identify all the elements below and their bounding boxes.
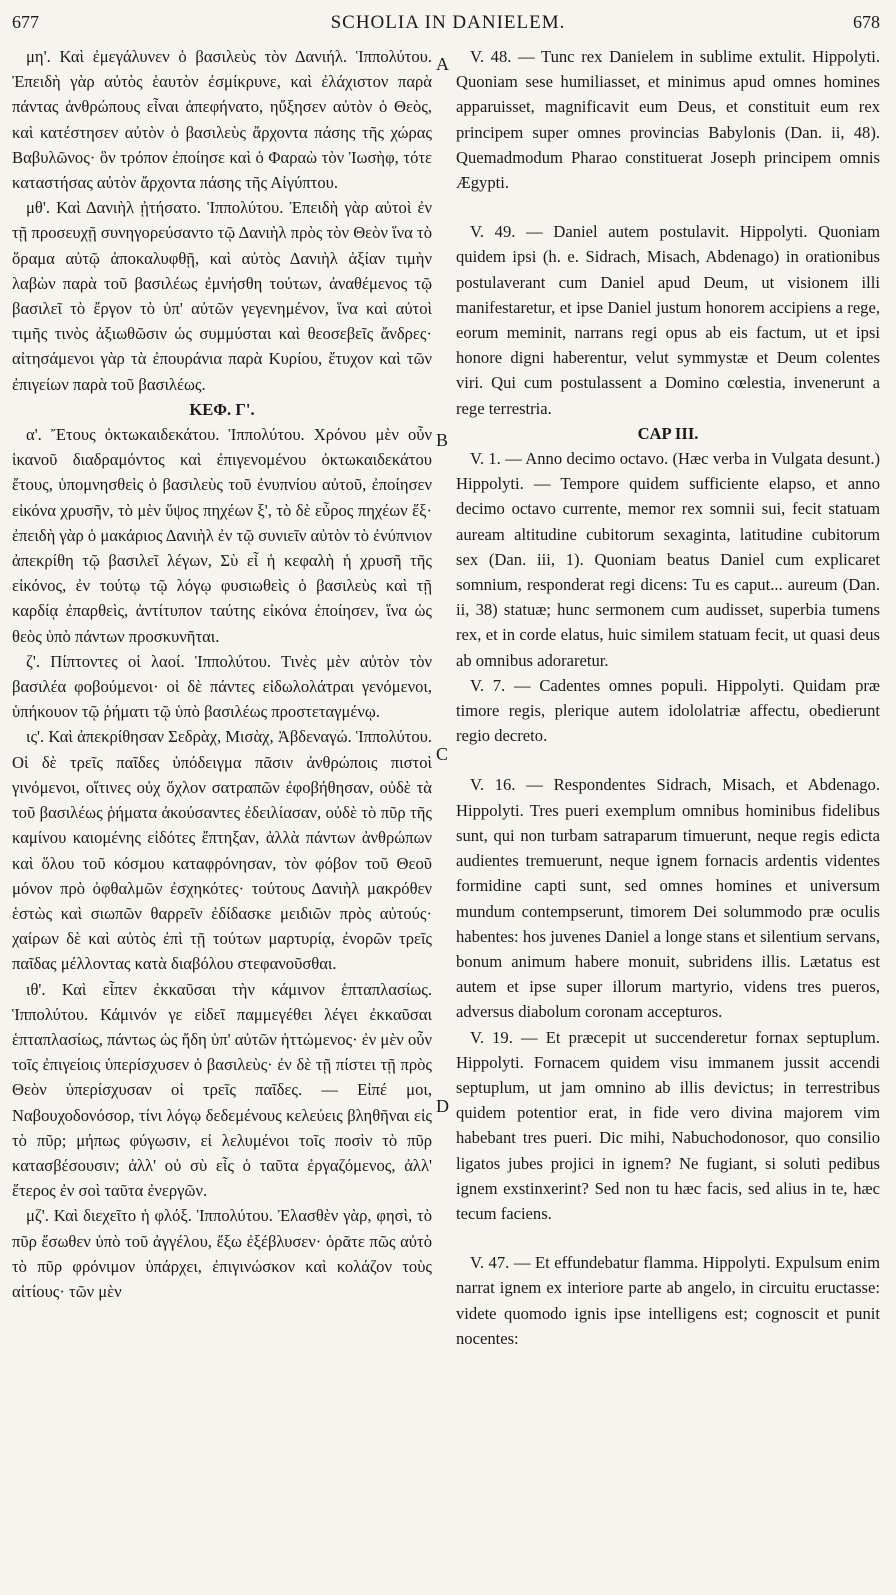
spacer [456, 1226, 880, 1250]
margin-marker-d: D [436, 1096, 449, 1116]
greek-column [12, 44, 432, 1304]
running-title: SCHOLIA IN DANIELEM. [330, 12, 566, 33]
greek-scholion-48: μη'. Καὶ ἐμεγάλυνεν ὁ βασιλεὺς τὸν Δανιήλ. Ἱππολύτου. Ἐπειδὴ γὰρ αὐτὸς ἑαυτὸν ἐσμίκρυνε, καὶ ἐλάχιστον παρὰ πάντας ἀνθρώπους εἶναι ἀπεφήνατο, ηὔξησεν αὐτὸν ὁ Θεὸς, καὶ κατέστησεν αὐτὸν ὁ βασιλεὺς ἄρχοντα πάσης τῆς χώρας Βαβυλῶνος· ὃν τρόπον ἐποίησε καὶ ὁ Φαραὼ τὸν Ἰωσὴφ, τότε καταστήσας αὐτὸν ἄρχοντα πάσης τῆς Αἰγύπτου. [12, 47, 432, 193]
greek-scholion-19: ιθ'. Καὶ εἶπεν ἐκκαῦσαι τὴν κάμινον ἑπταπλασίως. Ἱππολύτου. Κάμινόν γε εἰδεῖ παμμεγέθει λέγει ἐκκαῦσαι ἑπταπλασίως, πάντως ὡς ἤδη ὑπ' αὐτῶν ἡττώμενος· ἐν μὲν οὖν τοῖς ἐπιγείοις ὑπερίσχυσεν ὁ βασιλεὺς· ἐν δὲ τῇ πίστει τῇ πρὸς Θεὸν ὑπερίσχυσαν οἱ τρεῖς παῖδες. — Εἰπέ μοι, Ναβουχοδονόσορ, τίνι λόγῳ δεδεμένους κελεύεις βληθῆναι εἰς τὸ πῦρ; μήπως φύγωσιν, εἰ λελυμένοι τοῖς ποσὶν τὸ πῦρ κατασβέσουσιν; ἀλλ' οὐ σὺ εἶς ὁ ταῦτα ἐργαζόμενος, ἀλλ' ἕτερος ἐν σοὶ ταῦτα ἐνεργῶν. [12, 979, 432, 1201]
running-header [0, 10, 896, 36]
greek-scholion-49: μθ'. Καὶ Δανιὴλ ᾐτήσατο. Ἱππολύτου. Ἐπειδὴ γὰρ αὐτοὶ ἐν τῇ προσευχῇ συνηγορεύσαντο τῷ Δανιὴλ πρὸς τὸν Θεὸν ἵνα τὸ ὅραμα αὐτῷ ἀποκαλυφθῇ, καὶ αὐτὸς Δανιὴλ ἀξίαν τιμὴν λαβὼν παρὰ τοῦ βασιλέως ἐμνήσθη τούτων, ἀναθέμενος τῷ βασιλεῖ τὸ ἔργον τὸ ὑπ' αὐτῶν γεγενημένον, ἵνα καὶ αὐτοὶ τιμῆς τινὸς ἀξιωθῶσιν ὡς συμμύσται καὶ θεοσεβεῖς ἄνδρες· αἰτησάμενοι γὰρ τὰ ἐπουράνια παρὰ Κυρίου, ἔτυχον καὶ τῶν ἐπιγείων παρὰ τοῦ βασιλέως. [12, 198, 432, 394]
page-number-right: 678 [853, 12, 880, 32]
margin-marker-a: A [436, 54, 449, 74]
spacer [456, 748, 880, 772]
latin-scholion-1: V. 1. — Anno decimo octavo. (Hæc verba in Vulgata desunt.) Hippolyti. — Tempore quidem sufficiente elapso, et anno decimo octavo currente, memor rex somnii sui, fecit statuam auream altitudine cubitorum sexaginta, latitudine cubitorum sex (Dan. iii, 1). Quoniam beatus Daniel cum explicaret somnium, responderat regi dicens: Tu es caput... aureum (Dan. ii, 38) statuæ; hunc sermonem cum audisset, superbia tumens rex, et in corde elatus, huic similem statuam fecit, ut quasi deus ab omnibus adoraretur. [456, 449, 880, 670]
latin-chapter-heading: CAP III. [637, 423, 699, 443]
latin-scholion-7: V. 7. — Cadentes omnes populi. Hippolyti. Quidam præ timore regis, plerique autem idololatriæ affectu, obedierunt regio decreto. [456, 675, 880, 746]
latin-scholion-49: V. 49. — Daniel autem postulavit. Hippolyti. Quoniam quidem ipsi (h. e. Sidrach, Misach, Abdenago) in orationibus postulaverant cum Daniel apud Deum, ut visionem illi manifestaretur, et ipse Daniel justum honorem accipiens a rege, eorum meminit, narrans regi opus ab eis factum, ut et ipsi honore digni haberentur, velut symmystæ et Deum colentes viri. Qui cum postulassent a Domino cœlestia, invenerunt a rege terrestria. [456, 222, 880, 418]
greek-scholion-1: α'. Ἔτους ὀκτωκαιδεκάτου. Ἱππολύτου. Χρόνου μὲν οὖν ἱκανοῦ διαδραμόντος καὶ ἐπιγενομένου ὀκτωκαιδεκάτου ἔτους, ὑπομνησθεὶς ὁ βασιλεὺς τοῦ ἐνυπνίου αὐτοῦ, ἐποίησεν εἰκόνα χρυσῆν, τὸ μὲν ὕψος πηχέων ξ', τὸ δὲ εὖρος πηχέων ἕξ· ἐπειδὴ γὰρ ὁ μακάριος Δανιὴλ ἐν τῷ συνιεῖν αὐτὸν τὸ ἐνύπνιον ἀπεκρίθη τῷ βασιλεῖ λέγων, Σὺ εἶ ἡ κεφαλὴ ἡ χρυσῆ τῆς εἰκόνος, ἐν τούτῳ τῷ λόγῳ φυσιωθεὶς ὁ βασιλεὺς καὶ τῇ καρδίᾳ ἐπαρθεὶς, ἀντίτυπον ταύτης εἰκόνα ἐποίησεν, ἵνα ὡς θεὸς ὑπὸ πάντων προσκυνῆται. [12, 425, 432, 646]
page-number-left: 677 [12, 12, 39, 32]
latin-scholion-16: V. 16. — Respondentes Sidrach, Misach, et Abdenago. Hippolyti. Tres pueri exemplum omnibus hominibus fidelibus sunt, qui non turbam satraparum timuerunt, neque regis edicta audientes tremuerunt, neque ignem fornacis ardentis videntes formidine capti sunt, sed omnes homines et universum mundum contempserunt, timorem Dei solummodo præ oculis habentes: hos juvenes Daniel a longe stans et silentium servans, bonum animum habere monuit, subridens illis. Lætatus est autem et ipse super illorum martyrio, videns tres pueros, adversus diabolum coronam accepturos. [456, 775, 880, 1022]
spacer [456, 195, 880, 219]
margin-marker-b: B [436, 430, 449, 450]
latin-scholion-47: V. 47. — Et effundebatur flamma. Hippolyti. Expulsum enim narrat ignem ex interiore parte ab angelo, in circuitu eructasse: videte quomodo ignis ipse intelligens est; cognoscit et punit nocentes: [456, 1253, 880, 1348]
latin-scholion-19: V. 19. — Et præcepit ut succenderetur fornax septuplum. Hippolyti. Fornacem quidem visu immanem jussit accendi septuplum, ut jam omnino ab illis devictus; in terrestribus quidem potentior erat, in fide vero divina majorem vim habebant tres pueri. Dic mihi, Nabuchodonosor, quo consilio ligatos jubes projici in ignem? Ne fugiant, si soluti pedibus ignem exstinxerint? Sed non tu hæc facis, sed alius in te, hæc tecum faciens. [456, 1027, 880, 1223]
greek-scholion-16: ις'. Καὶ ἀπεκρίθησαν Σεδρὰχ, Μισὰχ, Ἀβδεναγώ. Ἱππολύτου. Οἱ δὲ τρεῖς παῖδες ὑπόδειγμα πᾶσιν ἀνθρώποις πιστοὶ γινόμενοι, οἵτινες οὐχ ὄχλον σατραπῶν ἐφοβήθησαν, οὐδὲ τὰ τοῦ βασιλέως ῥήματα ἀκούσαντες ἐδειλίασαν, οὐδὲ τὸ πῦρ τῆς καμίνου καιομένης εἰδότες ἔπτηξαν, ἀλλὰ πάντων ἀνθρώπων καὶ ὅλου τοῦ κόσμου καταφρόνησαν, τὸν φόβον τοῦ Θεοῦ μόνον πρὸ ὀφθαλμῶν ἐσχηκότες· τούτους Δανιὴλ μακρόθεν ἑστὼς καὶ σιωπῶν θαρρεῖν ἐδίδασκε μειδιῶν πρὸς αὐτούς· χαίρων δὲ καὶ αὐτὸς ἐπὶ τῇ τούτων μαρτυρίᾳ, ἐνορῶν τρεῖς παῖδας μέλλοντας κατὰ διαβόλου στεφανοῦσθαι. [12, 727, 432, 974]
greek-scholion-47: μζ'. Καὶ διεχεῖτο ἡ φλόξ. Ἱππολύτου. Ἐλασθὲν γὰρ, φησὶ, τὸ πῦρ ἔσωθεν ὑπὸ τοῦ ἀγγέλου, ἔξω ἐξέβλυσεν· ὁρᾶτε πῶς αὐτὸ τὸ πῦρ φρόνιμον ὑπάρχει, ἐπιγινώσκον καὶ κολάζον τοὺς αἰτίους· τῶν μὲν [12, 1206, 432, 1301]
latin-scholion-48: V. 48. — Tunc rex Danielem in sublime extulit. Hippolyti. Quoniam sese humiliasset, et minimus apud omnes homines apparuisset, magnificavit eum Deus, et constituit eum rex principem super omnes provincias Babylonis (Dan. ii, 48). Quemadmodum Pharao constituerat Joseph principem omnis Ægypti. [456, 47, 880, 193]
latin-column [456, 44, 880, 1351]
margin-marker-c: C [436, 744, 449, 764]
greek-scholion-7: ζ'. Πίπτοντες οἱ λαοί. Ἱππολύτου. Τινὲς μὲν αὐτὸν τὸν βασιλέα φοβούμενοι· οἱ δὲ πάντες εἰδωλολάτραι γενόμενοι, ὑπήκουον τῷ ῥήματι τῷ ὑπὸ βασιλέως προστεταγμένῳ. [12, 651, 432, 722]
greek-chapter-heading: ΚΕΦ. Γ'. [189, 399, 255, 419]
